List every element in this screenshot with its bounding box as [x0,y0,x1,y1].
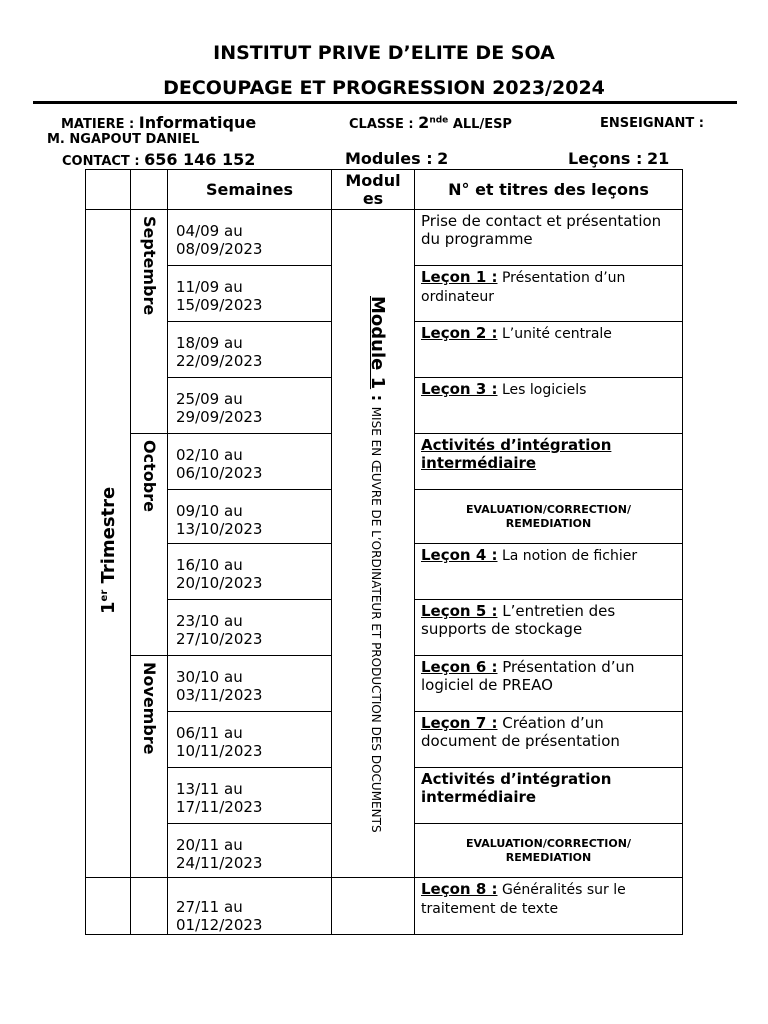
week-end: 10/11/2023 [176,742,263,760]
header-modules [332,170,415,210]
week-cell [168,878,332,935]
modules-value: 2 [437,149,449,168]
week-cell [168,322,332,378]
week-start: 23/10 au [176,612,243,630]
week-start: 13/11 au [176,780,243,798]
table-row [86,210,683,266]
lesson-number: Leçon 6 : [421,658,498,676]
modules-label: Modules : [345,149,433,168]
week-start: 11/09 au [176,278,243,296]
week-cell [168,768,332,824]
week-end: 06/10/2023 [176,464,263,482]
lesson-text: Activités d’intégration intermédiaire [421,770,612,806]
week-end: 22/09/2023 [176,352,263,370]
week-start: 30/10 au [176,668,243,686]
classe-value-rest: ALL/ESP [452,117,512,132]
lesson-cell [415,322,683,378]
modules-field [345,149,448,168]
month-cell-november [131,656,168,878]
module-colon: : [368,389,387,407]
week-cell [168,490,332,544]
week-end: 29/09/2023 [176,408,263,426]
classe-value: 2 [418,113,430,132]
week-start: 18/09 au [176,334,243,352]
lesson-text: Généralités sur le traitement de texte [421,882,626,917]
week-start: 27/11 au [176,898,243,916]
progression-table [85,169,683,935]
week-cell [168,378,332,434]
header-modules-line2: es [362,188,384,208]
lesson-cell [415,544,683,600]
document-subtitle: DECOUPAGE ET PROGRESSION 2023/2024 [163,77,605,99]
lecons-value: 21 [646,149,670,168]
header-modules-line1: Modul [345,170,401,190]
lesson-cell [415,712,683,768]
table-row [86,878,683,935]
contact-field [62,150,255,169]
contact-label: CONTACT : [62,154,140,169]
lecons-field [568,149,669,168]
lesson-number: Leçon 2 : [421,324,498,342]
evaluation-line2: REMEDIATION [505,516,592,530]
week-end: 01/12/2023 [176,916,263,934]
evaluation-cell [415,824,683,878]
lesson-number: Leçon 1 : [421,268,498,286]
lesson-cell [415,210,683,266]
lesson-number: Leçon 8 : [421,880,498,898]
lesson-cell [415,266,683,322]
lesson-number: Leçon 3 : [421,380,498,398]
lesson-text: Présentation d’un ordinateur [421,270,626,305]
week-cell [168,656,332,712]
lesson-cell [415,434,683,490]
lesson-text: Prise de contact et présentation du programme [421,212,662,248]
header-lessons: N° et titres des leçons [415,170,683,210]
month-cell-october [131,434,168,656]
week-end: 24/11/2023 [176,854,263,872]
trimester-number: 1 [98,601,119,614]
matiere-label: MATIERE : [61,117,135,132]
trimester-cell-empty [86,878,131,935]
classe-label: CLASSE : [349,117,414,132]
header-weeks: Semaines [168,170,332,210]
lesson-number: Leçon 4 : [421,546,498,564]
module-label [367,296,388,833]
classe-field [349,113,512,132]
module-cell-empty [332,878,415,935]
week-end: 08/09/2023 [176,240,263,258]
evaluation-line1: EVALUATION/CORRECTION/ [466,836,631,850]
lesson-cell [415,768,683,824]
week-cell [168,712,332,768]
week-start: 20/11 au [176,836,243,854]
week-cell [168,434,332,490]
enseignant-value: M. NGAPOUT DANIEL [47,132,200,147]
enseignant-label: ENSEIGNANT : [600,116,704,131]
classe-value-sup: nde [429,115,449,126]
week-start: 25/09 au [176,390,243,408]
week-start: 06/11 au [176,724,243,742]
module-cell [332,210,415,878]
lesson-cell [415,378,683,434]
trimester-sup: er [99,589,110,602]
trimester-text: Trimestre [98,486,119,584]
module-title: Module 1 [367,296,388,390]
week-start: 16/10 au [176,556,243,574]
matiere-value: Informatique [138,113,257,132]
week-cell [168,266,332,322]
week-cell [168,600,332,656]
week-start: 04/09 au [176,222,243,240]
lesson-text: Les logiciels [497,382,587,398]
header-month-cell [131,170,168,210]
lesson-text: L’unité centrale [497,326,612,342]
trimester-label [98,487,119,614]
evaluation-cell [415,490,683,544]
week-end: 03/11/2023 [176,686,263,704]
lesson-cell [415,600,683,656]
table-header-row [86,170,683,210]
week-end: 27/10/2023 [176,630,263,648]
month-label: Septembre [140,216,159,316]
week-cell [168,824,332,878]
week-start: 02/10 au [176,446,243,464]
month-label: Octobre [140,440,159,512]
title-divider [33,101,737,104]
evaluation-line1: EVALUATION/CORRECTION/ [466,502,631,516]
month-cell-empty [131,878,168,935]
week-end: 15/09/2023 [176,296,263,314]
matiere-field [61,113,256,132]
module-description: MISE EN ŒUVRE DE L’ORDINATEUR ET PRODUCTION DES DOCUMENTS [369,406,383,833]
week-end: 17/11/2023 [176,798,263,816]
contact-value: 656 146 152 [144,150,256,169]
lesson-text: La notion de fichier [497,548,638,564]
header-trimester-cell [86,170,131,210]
lesson-text: Création d’un document de présentation [421,714,620,750]
lecons-label: Leçons : [568,149,643,168]
week-cell [168,210,332,266]
month-cell-september [131,210,168,434]
lesson-number: Activités d’intégration intermédiaire [421,436,612,472]
document-title: INSTITUT PRIVE D’ELITE DE SOA [213,42,555,64]
trimester-cell [86,210,131,878]
evaluation-line2: REMEDIATION [505,850,592,864]
lesson-cell [415,878,683,935]
lesson-text: L’entretien des supports de stockage [421,602,616,638]
week-end: 20/10/2023 [176,574,263,592]
month-label: Novembre [140,662,159,755]
week-start: 09/10 au [176,502,243,520]
lesson-cell [415,656,683,712]
lesson-text: Présentation d’un logiciel de PREAO [421,658,635,694]
lesson-number: Leçon 5 : [421,602,498,620]
lesson-number: Leçon 7 : [421,714,498,732]
week-end: 13/10/2023 [176,520,263,538]
week-cell [168,544,332,600]
